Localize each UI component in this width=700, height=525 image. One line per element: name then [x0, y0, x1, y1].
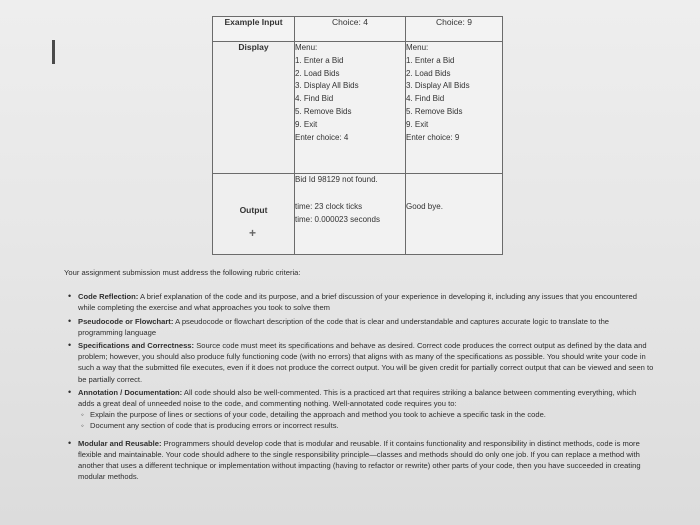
rubric-item-title: Specifications and Correctness:: [78, 341, 195, 351]
header-choice-4: Choice: 4: [295, 17, 406, 42]
rubric-item-title: Code Reflection:: [78, 292, 139, 302]
rubric-item: [78, 387, 654, 432]
display-choice-9-cell: [406, 42, 503, 174]
rubric-list: [64, 291, 654, 482]
menu-line: 3. Display All Bids: [406, 81, 470, 91]
rubric-item-title: Pseudocode or Flowchart:: [78, 316, 174, 326]
menu-line: 1. Enter a Bid: [295, 55, 344, 65]
menu-line: 5. Remove Bids: [295, 106, 352, 116]
menu-line: Menu:: [406, 43, 429, 52]
menu-line: 5. Remove Bids: [406, 106, 463, 116]
output-label: Output: [239, 205, 268, 215]
table-header-row: [213, 17, 503, 42]
menu-line: 3. Display All Bids: [295, 81, 359, 91]
output-choice-9-cell: [406, 174, 503, 255]
output-choice-4-cell: [295, 174, 406, 255]
output-line: Bid Id 98129 not found.: [295, 175, 378, 184]
output-line: time: 0.000023 seconds: [295, 214, 380, 224]
rubric-item: [78, 316, 654, 338]
menu-line: 2. Load Bids: [406, 68, 451, 78]
rubric-item-title: Modular and Reusable:: [78, 438, 162, 448]
plus-icon[interactable]: +: [249, 226, 257, 240]
menu-line: Menu:: [295, 43, 318, 52]
header-choice-9: Choice: 9: [406, 17, 503, 42]
display-choice-4-cell: [295, 42, 406, 174]
rubric-item: [78, 291, 654, 313]
left-margin-marker: [52, 40, 55, 64]
display-row: [213, 42, 503, 174]
menu-line: 9. Exit: [406, 119, 429, 129]
rubric-sub-list: [78, 409, 654, 431]
rubric-sub-item: ◦ Explain the purpose of lines or sections of your code, detailing the approach and method you took to achieve a specific task in the code.: [90, 409, 654, 420]
menu-line: Enter choice: 9: [406, 132, 460, 142]
rubric-item-title: Annotation / Documentation:: [78, 387, 183, 397]
menu-line: 4. Find Bid: [295, 94, 334, 104]
menu-line: 1. Enter a Bid: [406, 55, 455, 65]
rubric-item-text: Source code must meet its specifications and behave as desired. Correct code produces the correct output as defined by the data and problem; however, you should also produce fully functioning code (with no errors) that aligns with as many of the specifications as possible. You should write your code in such a way that the submitted file executes, even if it does not produce the correct output. You will be given credit for partially correct output that can be viewed and seen to be partially correct.: [78, 341, 654, 384]
display-label: Display: [213, 42, 295, 174]
rubric-item-text: Programmers should develop code that is modular and reusable. If it contains functionality and responsibility in distinct methods, code is more flexible and maintainable. Your code should adhere to the single responsibility principle—classes and methods should do only one job. If you can replace a method with another that uses a different technique or implementation without impacting (having to refactor or rewrite) other parts of your code, then you have succeeded in creating modular methods.: [78, 438, 641, 482]
rubric-item: [78, 438, 654, 483]
rubric-item-text: A brief explanation of the code and its purpose, and a brief discussion of your experience in developing it, including any issues that you encountered while completing the exercise and what approaches you took to solve them: [78, 292, 637, 313]
menu-line: 9. Exit: [295, 119, 318, 129]
rubric-intro: Your assignment submission must address the following rubric criteria:: [64, 268, 301, 277]
output-line: time: 23 clock ticks: [295, 201, 363, 211]
rubric-section: [64, 267, 654, 484]
example-table: [212, 16, 503, 255]
rubric-item-text: All code should also be well-commented. This is a practiced art that requires striking a balance between commenting everything, which adds a great deal of unneeded noise to the code, and commenting nothing. Well-annotated code requires you to:: [78, 387, 637, 409]
output-label-cell: [213, 174, 295, 255]
output-row: [213, 174, 503, 255]
menu-line: 2. Load Bids: [295, 68, 340, 78]
rubric-sub-item: ◦ Document any section of code that is producing errors or incorrect results.: [90, 420, 654, 431]
menu-line: Enter choice: 4: [295, 132, 349, 142]
header-example-input: Example Input: [213, 17, 295, 42]
rubric-item: [78, 340, 654, 385]
rubric-item-text: A pseudocode or flowchart description of the code that is clear and understandable and captures accurate logic to translate to the programming language: [78, 316, 610, 337]
menu-line: 4. Find Bid: [406, 94, 445, 104]
output-line: Good bye.: [406, 201, 443, 211]
